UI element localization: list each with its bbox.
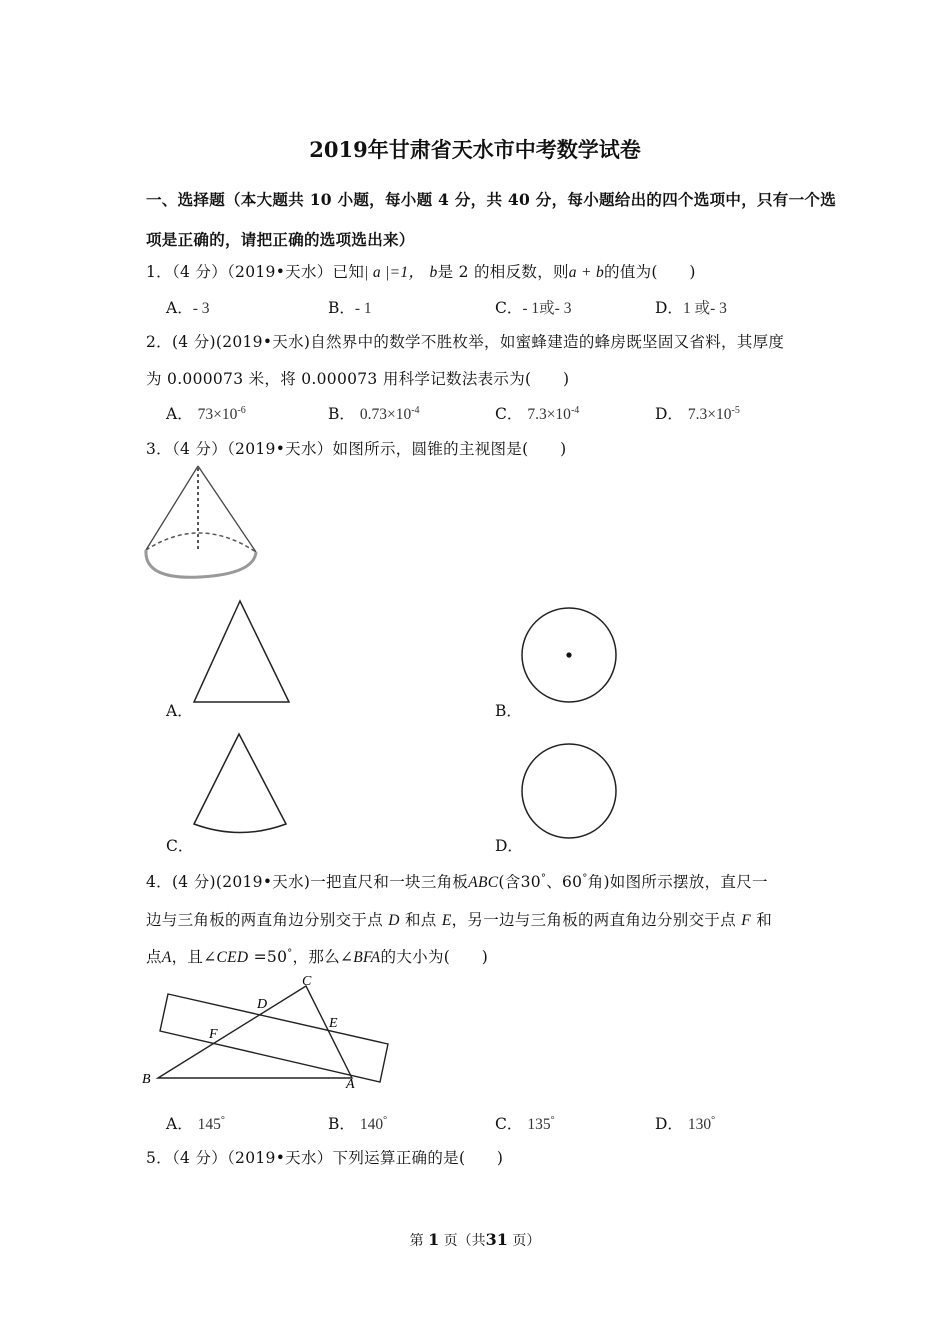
q1-suffix: 的值为( ) — [604, 263, 696, 281]
q3-option-a-label: A． — [166, 702, 193, 720]
q2-option-b: B． $0.73\times 10^{-4}$ — [328, 405, 420, 423]
option-d-circle — [520, 743, 620, 843]
q2-option-a: A． $73\times 10^{-6}$ — [166, 405, 246, 423]
page-title: 2019年甘肃省天水市中考数学试卷 — [309, 137, 641, 162]
question-4-line1: 4．(4 分)(2019•天水)一把直尺和一块三角板ABC(含30°、60°角)如图所示摆放，直尺一 — [146, 873, 768, 891]
q1-abs: | a |=1， — [364, 264, 425, 281]
q1-option-b: B．- 1 — [328, 299, 372, 317]
triangle-abc — [158, 986, 352, 1078]
label-e: E — [329, 1016, 338, 1031]
ruler-shape — [160, 994, 388, 1082]
q1-b: b — [429, 264, 438, 281]
label-f: F — [209, 1027, 218, 1042]
page-footer: 第 1 页（共31 页） — [409, 1230, 541, 1249]
q3-option-c-label: C． — [166, 837, 194, 855]
label-d: D — [257, 997, 268, 1012]
question-4-line3: 点A，且∠CED =50°，那么∠BFA的大小为( ) — [146, 948, 489, 966]
question-5: 5．（4 分）（2019•天水）下列运算正确的是( ) — [146, 1149, 504, 1167]
option-c-sector — [192, 733, 292, 838]
option-b-circle-with-dot — [520, 607, 620, 707]
section-heading-line2: 项是正确的，请把正确的选项选出来） — [146, 230, 415, 249]
q4-option-d: D． 130° — [655, 1115, 716, 1133]
ruler-triangle-figure — [140, 972, 400, 1092]
question-3: 3．（4 分）（2019•天水）如图所示，圆锥的主视图是( ) — [146, 440, 567, 458]
label-c: C — [302, 974, 312, 989]
q4-option-a: A． 145° — [166, 1115, 225, 1133]
q3-option-b-label: B． — [495, 702, 522, 720]
question-2-line2: 为 0.000073 米，将 0.000073 用科学记数法表示为( ) — [146, 370, 570, 388]
total-pages: 31 — [485, 1230, 508, 1249]
q3-option-d-label: D． — [495, 837, 523, 855]
q1-prefix: 1．（4 分）（2019•天水）已知 — [146, 263, 365, 281]
current-page: 1 — [428, 1230, 440, 1249]
q1-option-d: D．1 或- 3 — [655, 299, 727, 317]
q1-mid: 是 2 的相反数，则 — [437, 263, 569, 281]
label-a: A — [346, 1077, 355, 1092]
q1-option-c: C．- 1或- 3 — [495, 299, 572, 317]
section-heading-line1: 一、选择题（本大题共 10 小题，每小题 4 分，共 40 分，每小题给出的四个选项中，只有一个选 — [146, 190, 837, 209]
cone-figure — [140, 460, 270, 585]
label-b: B — [142, 1072, 151, 1087]
q1-expr: a + b — [568, 264, 605, 281]
q2-option-c: C． $7.3\times 10^{-4}$ — [495, 405, 580, 423]
question-4-line2: 边与三角板的两直角边分别交于点 D 和点 E，另一边与三角板的两直角边分别交于点 F 和 — [146, 911, 773, 929]
option-a-triangle — [193, 600, 293, 705]
q4-option-c: C． 135° — [495, 1115, 555, 1133]
question-2-line1: 2．(4 分)(2019•天水)自然界中的数学不胜枚举，如蜜蜂建造的蜂房既坚固又省料，其厚度 — [146, 333, 785, 351]
q4-option-b: B． 140° — [328, 1115, 388, 1133]
question-1 — [146, 260, 696, 282]
q1-option-a: A．- 3 — [166, 299, 210, 317]
q2-option-d: D． $7.3\times 10^{-5}$ — [655, 405, 740, 423]
